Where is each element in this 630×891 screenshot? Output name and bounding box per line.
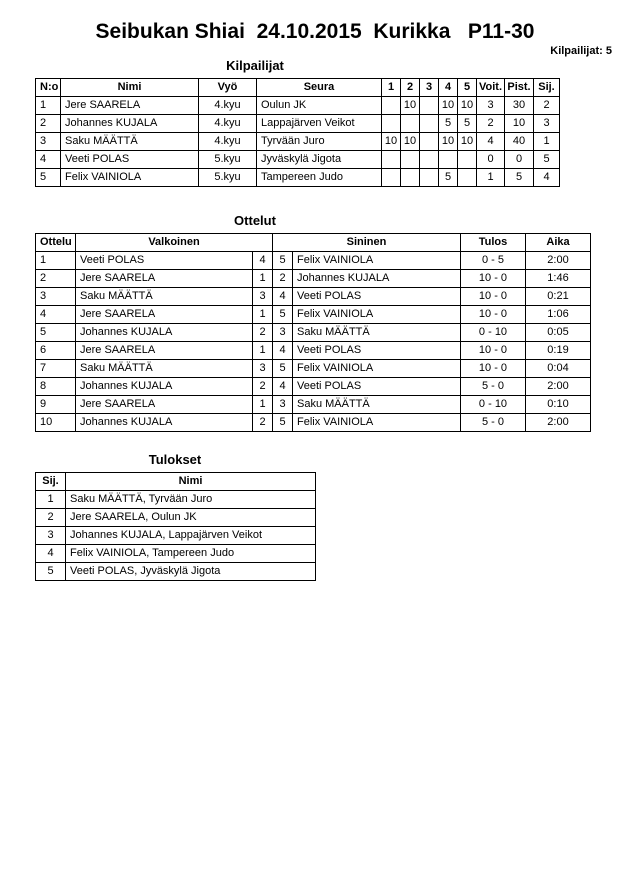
- table-row: [36, 342, 591, 360]
- column-header: 5: [458, 79, 477, 97]
- table-cell: 2: [36, 115, 61, 133]
- table-row: [36, 509, 316, 527]
- table-cell: Johannes KUJALA: [76, 378, 253, 396]
- table-cell: 5: [534, 151, 560, 169]
- table-cell: [382, 169, 401, 187]
- section-title-ottelut: Ottelut: [234, 213, 276, 228]
- table-cell: 10 - 0: [461, 360, 526, 378]
- column-header: Nimi: [66, 473, 316, 491]
- table-cell: [420, 151, 439, 169]
- table-cell: Jere SAARELA, Oulun JK: [66, 509, 316, 527]
- table-cell: 10: [401, 97, 420, 115]
- table-cell: Johannes KUJALA: [293, 270, 461, 288]
- table-cell: [401, 115, 420, 133]
- table-cell: 5: [273, 306, 293, 324]
- table-row: [36, 151, 560, 169]
- column-header: 1: [382, 79, 401, 97]
- table-cell: 1: [253, 342, 273, 360]
- table-cell: 4: [36, 151, 61, 169]
- table-cell: 0:10: [526, 396, 591, 414]
- table-cell: 2: [36, 509, 66, 527]
- table-cell: Tampereen Judo: [257, 169, 382, 187]
- table-cell: Veeti POLAS: [293, 288, 461, 306]
- table-cell: 10: [505, 115, 534, 133]
- table-cell: Jyväskylä Jigota: [257, 151, 382, 169]
- table-cell: Saku MÄÄTTÄ: [61, 133, 199, 151]
- table-cell: 10: [439, 133, 458, 151]
- column-header: N:o: [36, 79, 61, 97]
- tulokset-body: [36, 491, 316, 581]
- table-cell: Veeti POLAS: [293, 378, 461, 396]
- table-cell: [401, 151, 420, 169]
- table-cell: [382, 151, 401, 169]
- table-cell: 3: [253, 288, 273, 306]
- table-cell: 1: [36, 97, 61, 115]
- table-cell: [382, 97, 401, 115]
- table-cell: 2: [253, 324, 273, 342]
- table-cell: 1: [477, 169, 505, 187]
- table-cell: [420, 169, 439, 187]
- table-cell: 5: [36, 169, 61, 187]
- table-cell: 0: [505, 151, 534, 169]
- table-cell: 3: [36, 133, 61, 151]
- table-cell: 3: [36, 288, 76, 306]
- table-cell: 1: [36, 252, 76, 270]
- table-cell: [401, 169, 420, 187]
- table-cell: 3: [253, 360, 273, 378]
- table-cell: 1:06: [526, 306, 591, 324]
- table-cell: 0:04: [526, 360, 591, 378]
- table-cell: 0 - 5: [461, 252, 526, 270]
- table-cell: Johannes KUJALA: [61, 115, 199, 133]
- table-cell: Saku MÄÄTTÄ: [76, 360, 253, 378]
- table-cell: 9: [36, 396, 76, 414]
- table-cell: 1:46: [526, 270, 591, 288]
- table-cell: Lappajärven Veikot: [257, 115, 382, 133]
- table-cell: [420, 115, 439, 133]
- table-cell: 5: [273, 252, 293, 270]
- table-cell: [439, 151, 458, 169]
- table-cell: 10: [382, 133, 401, 151]
- table-header-row: [36, 473, 316, 491]
- table-cell: Veeti POLAS: [76, 252, 253, 270]
- table-row: [36, 414, 591, 432]
- table-cell: Jere SAARELA: [61, 97, 199, 115]
- table-cell: Felix VAINIOLA: [293, 306, 461, 324]
- table-cell: 7: [36, 360, 76, 378]
- table-cell: 4: [273, 288, 293, 306]
- table-cell: Oulun JK: [257, 97, 382, 115]
- column-header: Pist.: [505, 79, 534, 97]
- table-cell: 10 - 0: [461, 270, 526, 288]
- table-cell: 0:21: [526, 288, 591, 306]
- table-cell: 10 - 0: [461, 306, 526, 324]
- table-cell: [458, 151, 477, 169]
- table-cell: 5: [273, 414, 293, 432]
- table-cell: 4: [253, 252, 273, 270]
- column-header: Aika: [526, 234, 591, 252]
- table-cell: 4.kyu: [199, 97, 257, 115]
- table-cell: Saku MÄÄTTÄ: [293, 396, 461, 414]
- table-cell: 10: [458, 97, 477, 115]
- table-cell: Felix VAINIOLA, Tampereen Judo: [66, 545, 316, 563]
- page-title: Seibukan Shiai 24.10.2015 Kurikka P11-30: [95, 20, 535, 43]
- tulokset-table: [35, 472, 316, 581]
- table-cell: 2: [253, 378, 273, 396]
- kilpailijat-table: [35, 78, 560, 187]
- table-cell: 0:05: [526, 324, 591, 342]
- table-cell: Johannes KUJALA: [76, 324, 253, 342]
- column-header: 3: [420, 79, 439, 97]
- table-row: [36, 491, 316, 509]
- table-cell: Felix VAINIOLA: [293, 360, 461, 378]
- table-row: [36, 527, 316, 545]
- table-cell: Jere SAARELA: [76, 342, 253, 360]
- ottelut-table: [35, 233, 591, 432]
- table-cell: 5: [458, 115, 477, 133]
- table-cell: Johannes KUJALA: [76, 414, 253, 432]
- table-cell: 2: [253, 414, 273, 432]
- table-cell: 4: [477, 133, 505, 151]
- table-cell: 4: [36, 545, 66, 563]
- column-header: Voit.: [477, 79, 505, 97]
- table-cell: 2: [36, 270, 76, 288]
- table-cell: 5: [505, 169, 534, 187]
- table-cell: 5.kyu: [199, 151, 257, 169]
- table-cell: [420, 133, 439, 151]
- column-header: Ottelu: [36, 234, 76, 252]
- table-cell: Jere SAARELA: [76, 306, 253, 324]
- table-cell: 0 - 10: [461, 396, 526, 414]
- table-cell: 5: [36, 563, 66, 581]
- column-header: Seura: [257, 79, 382, 97]
- table-cell: 4.kyu: [199, 115, 257, 133]
- table-row: [36, 306, 591, 324]
- column-header: Vyö: [199, 79, 257, 97]
- table-cell: 40: [505, 133, 534, 151]
- table-cell: [420, 97, 439, 115]
- table-row: [36, 252, 591, 270]
- table-cell: Felix VAINIOLA: [293, 414, 461, 432]
- table-row: [36, 97, 560, 115]
- table-cell: 1: [253, 306, 273, 324]
- table-cell: 3: [534, 115, 560, 133]
- table-header-row: [36, 234, 591, 252]
- table-cell: 4: [534, 169, 560, 187]
- table-cell: 5: [439, 169, 458, 187]
- table-row: [36, 563, 316, 581]
- table-cell: 4.kyu: [199, 133, 257, 151]
- table-cell: 3: [36, 527, 66, 545]
- table-row: [36, 396, 591, 414]
- table-cell: 1: [253, 396, 273, 414]
- column-header: Sininen: [273, 234, 461, 252]
- table-cell: 3: [273, 324, 293, 342]
- table-row: [36, 133, 560, 151]
- kilpailijat-body: [36, 97, 560, 187]
- table-cell: 1: [253, 270, 273, 288]
- table-cell: Johannes KUJALA, Lappajärven Veikot: [66, 527, 316, 545]
- table-cell: 1: [36, 491, 66, 509]
- table-cell: 5: [36, 324, 76, 342]
- table-cell: 5 - 0: [461, 414, 526, 432]
- table-cell: 10: [439, 97, 458, 115]
- table-row: [36, 360, 591, 378]
- table-cell: Veeti POLAS, Jyväskylä Jigota: [66, 563, 316, 581]
- table-cell: 4: [36, 306, 76, 324]
- section-title-kilpailijat: Kilpailijat: [226, 58, 284, 73]
- column-header: Valkoinen: [76, 234, 273, 252]
- table-cell: Jere SAARELA: [76, 270, 253, 288]
- table-cell: 3: [273, 396, 293, 414]
- table-cell: 10: [36, 414, 76, 432]
- table-row: [36, 270, 591, 288]
- table-cell: 5.kyu: [199, 169, 257, 187]
- table-cell: Veeti POLAS: [293, 342, 461, 360]
- table-cell: 5: [439, 115, 458, 133]
- column-header: Sij.: [534, 79, 560, 97]
- table-cell: 4: [273, 342, 293, 360]
- table-cell: Jere SAARELA: [76, 396, 253, 414]
- table-cell: 2:00: [526, 252, 591, 270]
- table-cell: 0: [477, 151, 505, 169]
- table-cell: 5 - 0: [461, 378, 526, 396]
- table-cell: Saku MÄÄTTÄ, Tyrvään Juro: [66, 491, 316, 509]
- column-header: 2: [401, 79, 420, 97]
- table-cell: 0 - 10: [461, 324, 526, 342]
- ottelut-body: [36, 252, 591, 432]
- table-cell: Saku MÄÄTTÄ: [76, 288, 253, 306]
- column-header: 4: [439, 79, 458, 97]
- table-row: [36, 545, 316, 563]
- table-cell: 3: [477, 97, 505, 115]
- table-row: [36, 378, 591, 396]
- table-cell: 1: [534, 133, 560, 151]
- table-cell: 10: [458, 133, 477, 151]
- table-cell: 2: [477, 115, 505, 133]
- table-cell: 5: [273, 360, 293, 378]
- column-header: Tulos: [461, 234, 526, 252]
- table-header-row: [36, 79, 560, 97]
- table-cell: Tyrvään Juro: [257, 133, 382, 151]
- table-cell: Veeti POLAS: [61, 151, 199, 169]
- table-cell: 30: [505, 97, 534, 115]
- section-title-tulokset: Tulokset: [148, 452, 202, 467]
- table-cell: Felix VAINIOLA: [61, 169, 199, 187]
- table-cell: 2:00: [526, 378, 591, 396]
- table-cell: 10 - 0: [461, 288, 526, 306]
- table-cell: 2: [273, 270, 293, 288]
- table-cell: Saku MÄÄTTÄ: [293, 324, 461, 342]
- table-cell: 0:19: [526, 342, 591, 360]
- table-row: [36, 288, 591, 306]
- table-row: [36, 169, 560, 187]
- table-row: [36, 115, 560, 133]
- table-cell: [458, 169, 477, 187]
- table-row: [36, 324, 591, 342]
- table-cell: 10 - 0: [461, 342, 526, 360]
- column-header: Sij.: [36, 473, 66, 491]
- table-cell: 2:00: [526, 414, 591, 432]
- table-cell: Felix VAINIOLA: [293, 252, 461, 270]
- table-cell: 2: [534, 97, 560, 115]
- table-cell: [382, 115, 401, 133]
- table-cell: 4: [273, 378, 293, 396]
- table-cell: 6: [36, 342, 76, 360]
- column-header: Nimi: [61, 79, 199, 97]
- table-cell: 8: [36, 378, 76, 396]
- competitors-count: Kilpailijat: 5: [550, 45, 612, 57]
- table-cell: 10: [401, 133, 420, 151]
